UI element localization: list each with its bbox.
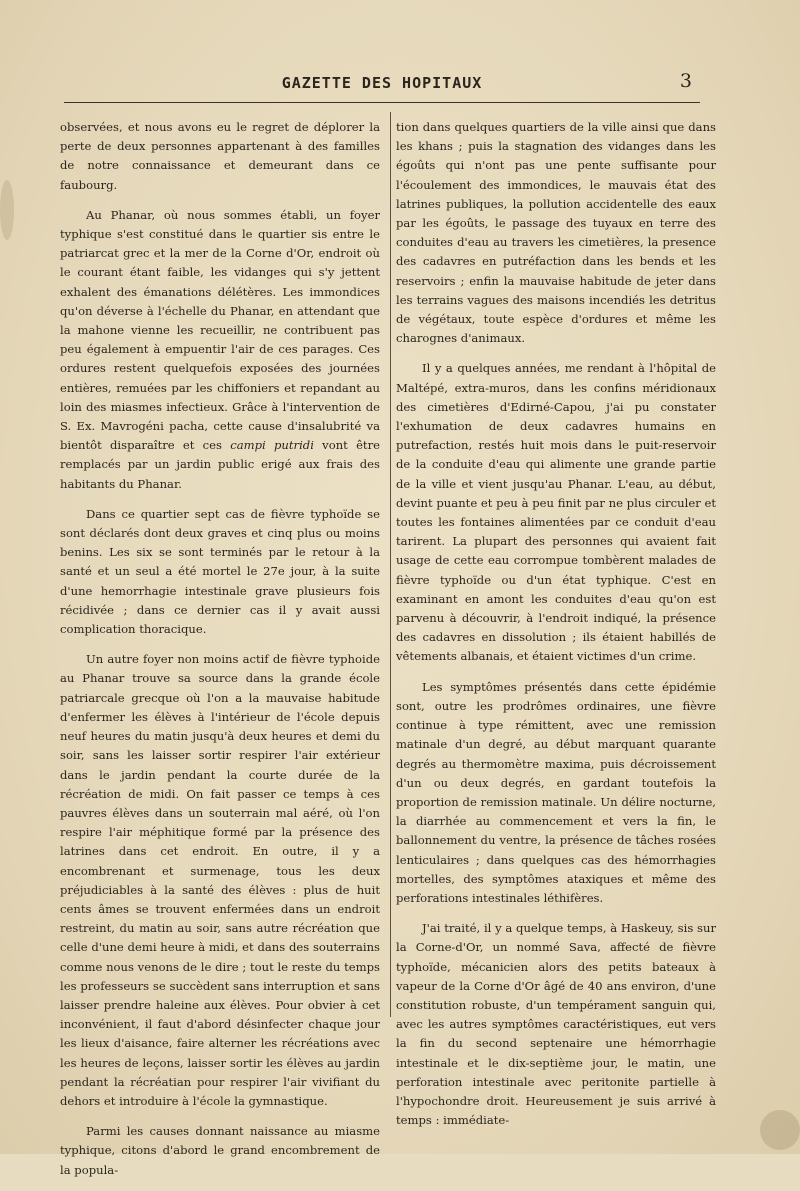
journal-title: GAZETTE DES HOPITAUX	[281, 74, 483, 92]
right-column	[396, 118, 716, 1141]
paper-stain	[760, 1110, 800, 1150]
paragraph-text: vont être remplacés par un jardin public erigé aux frais des habitants du Phanar.	[60, 438, 380, 491]
paragraph: tion dans quelques quartiers de la ville ainsi que dans les khans ; puis la stagnation des vidanges dans les égoûts qui n'ont pas une pente suffisante pour l'écoulement des immondices, le mauvais état des latrines publiques, la pollution accidentelle des eaux par les égoûts, le passage des tuyaux en terre des conduites d'eau au travers les cimetières, la presence des cadavres en putréfaction dans les bends et les reservoirs ; enfin la mauvaise habitude de jeter dans les terrains vagues des maisons incendiés les detritus de végétaux, toute espèce d'ordures et même les charognes d'animaux.	[396, 120, 716, 346]
column-divider	[390, 112, 391, 1017]
paragraph: Il y a quelques années, me rendant à l'hôpital de Maltépé, extra-muros, dans les confins méridionaux des cimetières d'Edirné-Capou, j'ai pu constater l'exhumation de deux cadavres humains en putrefaction, restés huit mois dans le puit-reservoir de la conduite d'eau qui alimente une grande partie de la ville et vient jusqu'au Phanar. L'eau, au début, devint puante et peu à peu finit par ne plus circuler et toutes les fontaines alimentées par ce conduit d'eau tarirent. La plupart des personnes qui avaient fait usage de cette eau corrompue tombèrent malades de fièvre typhoïde ou d'un état typhique. C'est en examinant en amont les conduites d'eau qu'on est parvenu à découvrir, à l'endroit indiqué, la présence des cadavres en dissolution ; ils étaient habillés de vêtements albanais, et étaient victimes d'un crime.	[396, 361, 716, 664]
paragraph: observées, et nous avons eu le regret de déplorer la perte de deux personnes appartenant à des familles de notre connaissance et demeurant dans ce faubourg.	[60, 120, 380, 192]
header-rule	[64, 102, 700, 103]
italic-phrase: campi putridi	[230, 438, 314, 453]
paragraph-text: Au Phanar, où nous sommes établi, un foyer typhique s'est constitué dans le quartier sis entre le patriarcat grec et la mer de la Corne d'Or, endroit où le courant étant faible, les vidanges qui s'y jettent exhalent des émanations délétères. Les immondices qu'on déverse à l'échelle du Phanar, en attendant que la mahone vienne les recueillir, ne contribuent pas peu également à empuentir l'air de ces parages. Ces ordures restent quelquefois exposées des journées entières, remuées par les chiffoniers et repandant au loin des miasmes infectieux. Grâce à l'intervention de S. Ex. Mavrogéni pacha, cette cause d'insalubrité va bientôt disparaître et ces	[60, 207, 380, 453]
page-header	[64, 70, 700, 100]
paragraph: Les symptômes présentés dans cette épidémie sont, outre les prodrômes ordinaires, une fièvre continue à type rémittent, avec une remission matinale d'un degré, au début marquant quarante degrés au thermomètre maxima, puis décroissement d'un ou deux degrés, en gardant toutefois la proportion de remission matinale. Un délire nocturne, la diarrhée au commencement et vers la fin, le ballonnement du ventre, la présence de tâches rosées lenticulaires ; dans quelques cas des hémorrhagies mortelles, des symptômes ataxiques et même des perforations intestinales léthifères.	[396, 679, 716, 905]
paper-stain	[0, 180, 14, 240]
paragraph: Un autre foyer non moins actif de fièvre typhoide au Phanar trouve sa source dans la grande école patriarcale grecque où l'on a la mauvaise habitude d'enfermer les élèves à l'intérieur de l'école depuis neuf heures du matin jusqu'à deux heures et demi du soir, sans les laisser sortir respirer l'air extérieur dans le jardin pendant la courte durée de la récréation de midi. On fait passer ce temps à ces pauvres élèves dans un souterrain mal aéré, où l'on respire l'air méphitique formé par la présence des latrines dans cet endroit. En outre, il y a encombrenant et surmenage, tous les deux préjudiciables à la santé des élèves : plus de huit cents âmes se trouvent enfermées dans un endroit restreint, du matin au soir, sans autre récréation que celle d'une demi heure à midi, et dans des souterrains comme nous venons de le dire ; tout le reste du temps les professeurs se succèdent sans interruption et sans laisser prendre haleine aux élèves. Pour obvier à cet inconvénient, il faut d'abord désinfecter chaque jour les lieux d'aisance, faire alterner les récréations avec les heures de leçons, laisser sortir les élèves au jardin pendant la récréatian pour respirer l'air vivifiant du dehors et introduire à l'école la gymnastique.	[60, 652, 380, 1108]
page-number: 3	[679, 70, 692, 92]
paragraph: J'ai traité, il y a quelque temps, à Haskeuy, sis sur la Corne-d'Or, un nommé Sava, affecté de fièvre typhoïde, mécanicien alors des petits bateaux à vapeur de la Corne d'Or âgé de 40 ans environ, d'une constitution robuste, d'un tempérament sanguin qui, avec les autres symptômes caractéristiques, eut vers la fin du second septenaire une hémorrhagie intestinale et le dix-septième jour, le matin, une perforation intestinale avec peritonite partielle à l'hypochondre droit. Heureusement je suis arrivé à temps : immédiate-	[396, 921, 716, 1128]
left-column	[60, 118, 380, 1191]
paragraph: Parmi les causes donnant naissance au miasme typhique, citons d'abord le grand encombrement de la popula-	[60, 1124, 380, 1177]
paragraph: Dans ce quartier sept cas de fièvre typhoïde se sont déclarés dont deux graves et cinq plus ou moins benins. Les six se sont terminés par le retour à la santé et un seul a été mortel le 27e jour, à la suite d'une hemorrhagie intestinale grave plusieurs fois récidivée ; dans ce dernier cas il y avait aussi complication thoracique.	[60, 506, 380, 637]
paragraph	[60, 206, 380, 494]
